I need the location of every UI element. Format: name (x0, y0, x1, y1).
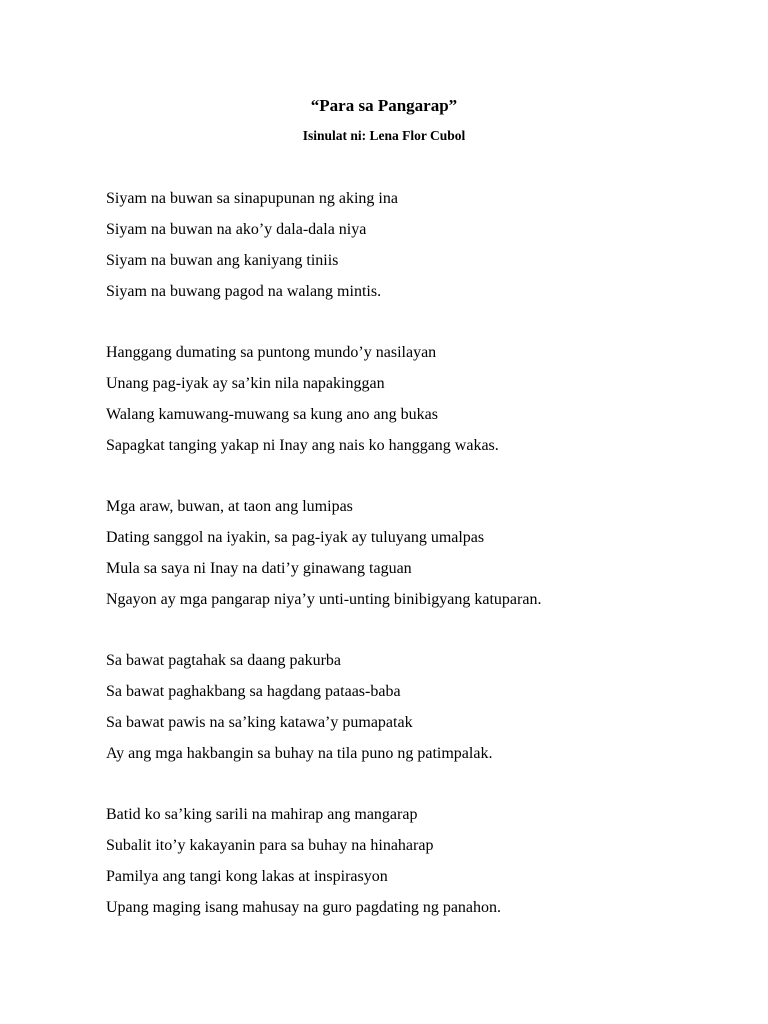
poem-line: Unang pag-iyak ay sa’kin nila napakinggan (106, 375, 385, 392)
stanza-4 (106, 645, 726, 769)
poem-line: Siyam na buwang pagod na walang mintis. (106, 283, 382, 300)
poem-line: Sa bawat pawis na sa’king katawa’y pumapatak (106, 714, 413, 731)
poem-line: Sa bawat pagtahak sa daang pakurba (106, 652, 342, 669)
poem-line: Pamilya ang tangi kong lakas at inspirasyon (106, 868, 388, 885)
poem-line: Sa bawat paghakbang sa hagdang pataas-baba (106, 683, 401, 700)
poem-line: Walang kamuwang-muwang sa kung ano ang bukas (106, 406, 438, 423)
poem-line: Upang maging isang mahusay na guro pagdating ng panahon. (106, 899, 502, 916)
poem-line: Siyam na buwan na ako’y dala-dala niya (106, 221, 367, 238)
stanza-3 (106, 491, 726, 615)
poem-title: “Para sa Pangarap” (310, 96, 458, 115)
poem-line: Siyam na buwan ang kaniyang tiniis (106, 252, 339, 269)
poem-line: Ay ang mga hakbangin sa buhay na tila puno ng patimpalak. (106, 745, 493, 762)
poem-body (106, 183, 726, 953)
stanza-2 (106, 337, 726, 461)
poem-byline: Isinulat ni: Lena Flor Cubol (302, 128, 466, 143)
poem-line: Dating sanggol na iyakin, sa pag-iyak ay tuluyang umalpas (106, 529, 485, 546)
stanza-5 (106, 799, 726, 923)
stanza-1 (106, 183, 726, 307)
poem-line: Sapagkat tanging yakap ni Inay ang nais ko hanggang wakas. (106, 437, 499, 454)
poem-line: Ngayon ay mga pangarap niya’y unti-unting binibigyang katuparan. (106, 591, 542, 608)
poem-line: Mula sa saya ni Inay na dati’y ginawang taguan (106, 560, 412, 577)
poem-line: Hanggang dumating sa puntong mundo’y nasilayan (106, 344, 437, 361)
poem-line: Mga araw, buwan, at taon ang lumipas (106, 498, 353, 515)
poem-line: Siyam na buwan sa sinapupunan ng aking ina (106, 190, 398, 207)
poem-line: Batid ko sa’king sarili na mahirap ang mangarap (106, 806, 418, 823)
poem-line: Subalit ito’y kakayanin para sa buhay na hinaharap (106, 837, 434, 854)
